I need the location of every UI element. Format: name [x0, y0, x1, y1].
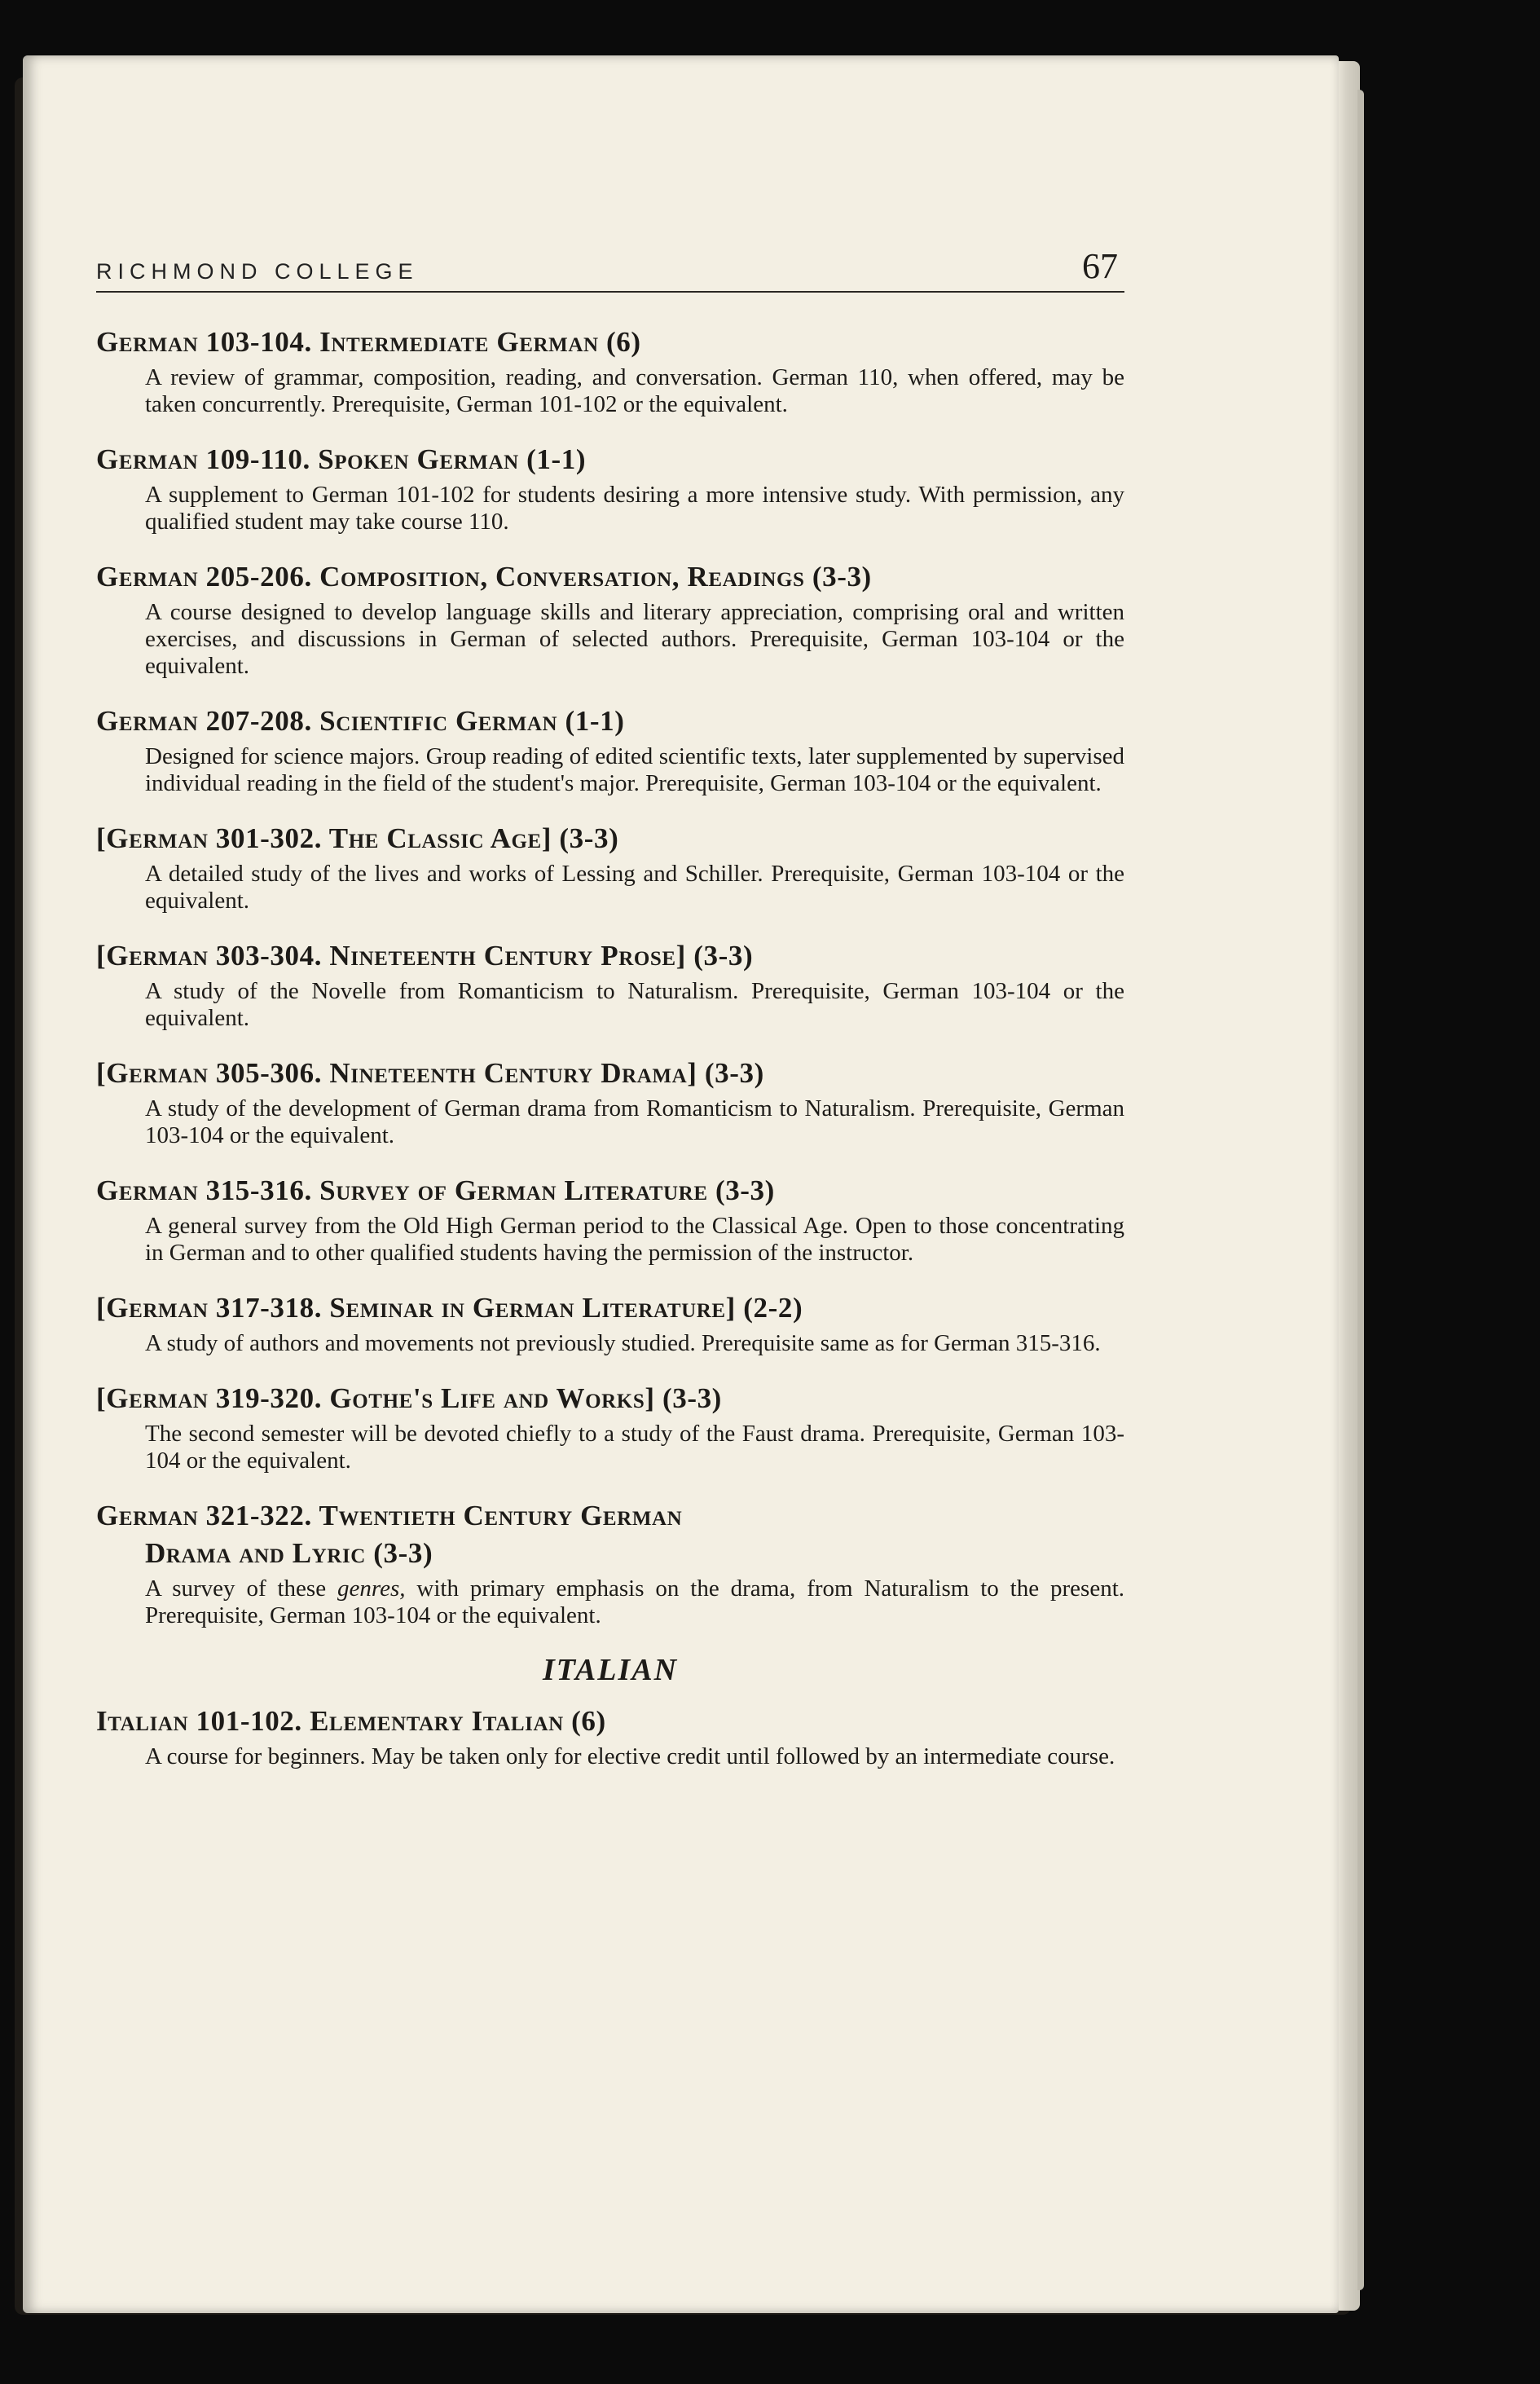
course-description: A study of the development of German drama from Romanticism to Naturalism. Prerequisite, German 103-104 or the equivalent.: [145, 1095, 1124, 1148]
course-entry: [96, 1055, 1124, 1149]
course-title: [German 301-302. The Classic Age] (3-3): [96, 822, 619, 854]
course-entry: [96, 1289, 1124, 1357]
course-description: A detailed study of the lives and works of Lessing and Schiller. Prerequisite, German 103-104 or the equivalent.: [145, 861, 1124, 914]
course-entry: [96, 937, 1124, 1032]
course-entry: [96, 1172, 1124, 1267]
course-title: German 109-110. Spoken German (1-1): [96, 443, 587, 475]
section-heading-italian: ITALIAN: [542, 1653, 679, 1687]
course-title: [German 319-320. Gothe's Life and Works] (3-3): [96, 1382, 722, 1414]
course-entry: [96, 558, 1124, 680]
course-description: The second semester will be devoted chiefly to a study of the Faust drama. Prerequisite, German 103-104 or the equivalent.: [145, 1421, 1124, 1474]
course-description: A study of authors and movements not previously studied. Prerequisite same as for German 315-316.: [145, 1330, 1101, 1356]
course-title: German 315-316. Survey of German Literature (3-3): [96, 1174, 775, 1206]
course-description: A supplement to German 101-102 for students desiring a more intensive study. With permission, any qualified student may take course 110.: [145, 482, 1124, 535]
course-description: A study of the Novelle from Romanticism to Naturalism. Prerequisite, German 103-104 or the equivalent.: [145, 978, 1124, 1031]
course-title: Italian 101-102. Elementary Italian (6): [96, 1705, 606, 1737]
course-title: [German 303-304. Nineteenth Century Prose] (3-3): [96, 940, 754, 972]
course-entry: [96, 820, 1124, 914]
course-title: [96, 1497, 1124, 1572]
course-title: German 205-206. Composition, Conversation, Readings (3-3): [96, 561, 872, 593]
course-entry: [96, 324, 1124, 418]
running-head: RICHMOND COLLEGE: [96, 259, 419, 284]
course-entry: [96, 703, 1124, 797]
page-header: [96, 246, 1124, 293]
course-description: Designed for science majors. Group reading of edited scientific texts, later supplemented by supervised individual reading in the field of the student's major. Prerequisite, German 103-104 or the equivalent.: [145, 743, 1124, 796]
course-title-line-1: German 321-322. Twentieth Century German: [96, 1500, 683, 1531]
course-title-line-2: Drama and Lyric (3-3): [145, 1537, 433, 1569]
page-edge-back: [1357, 90, 1364, 2290]
description-text: with primary emphasis on the drama, from Naturalism to the present. Prerequisite, German 103-104 or the equivalent.: [145, 1575, 1124, 1628]
course-title: German 103-104. Intermediate German (6): [96, 326, 641, 358]
course-description: A course for beginners. May be taken only for elective credit until followed by an intermediate course.: [145, 1743, 1115, 1769]
description-text: A survey of these: [145, 1575, 337, 1602]
course-title: [German 317-318. Seminar in German Literature] (2-2): [96, 1292, 803, 1324]
course-description: A general survey from the Old High German period to the Classical Age. Open to those concentrating in German and to other qualified students having the permission of the instructor.: [145, 1213, 1124, 1266]
course-entry: [96, 441, 1124, 535]
course-title: [German 305-306. Nineteenth Century Drama] (3-3): [96, 1057, 764, 1089]
page-content: [96, 246, 1124, 1793]
course-entry: [96, 1703, 1124, 1770]
course-description: A course designed to develop language skills and literary appreciation, comprising oral and written exercises, and discussions in German of selected authors. Prerequisite, German 103-104 or the equivalent.: [145, 599, 1124, 679]
course-entry: [96, 1380, 1124, 1474]
course-entry-twentieth-century: [96, 1497, 1124, 1629]
page-number: 67: [1082, 246, 1118, 286]
course-description: [145, 1575, 1124, 1629]
course-title: German 207-208. Scientific German (1-1): [96, 705, 625, 737]
course-description: A review of grammar, composition, reading, and conversation. German 110, when offered, may be taken concurrently. Prerequisite, German 101-102 or the equivalent.: [145, 364, 1124, 417]
description-italic-text: genres,: [337, 1575, 406, 1602]
